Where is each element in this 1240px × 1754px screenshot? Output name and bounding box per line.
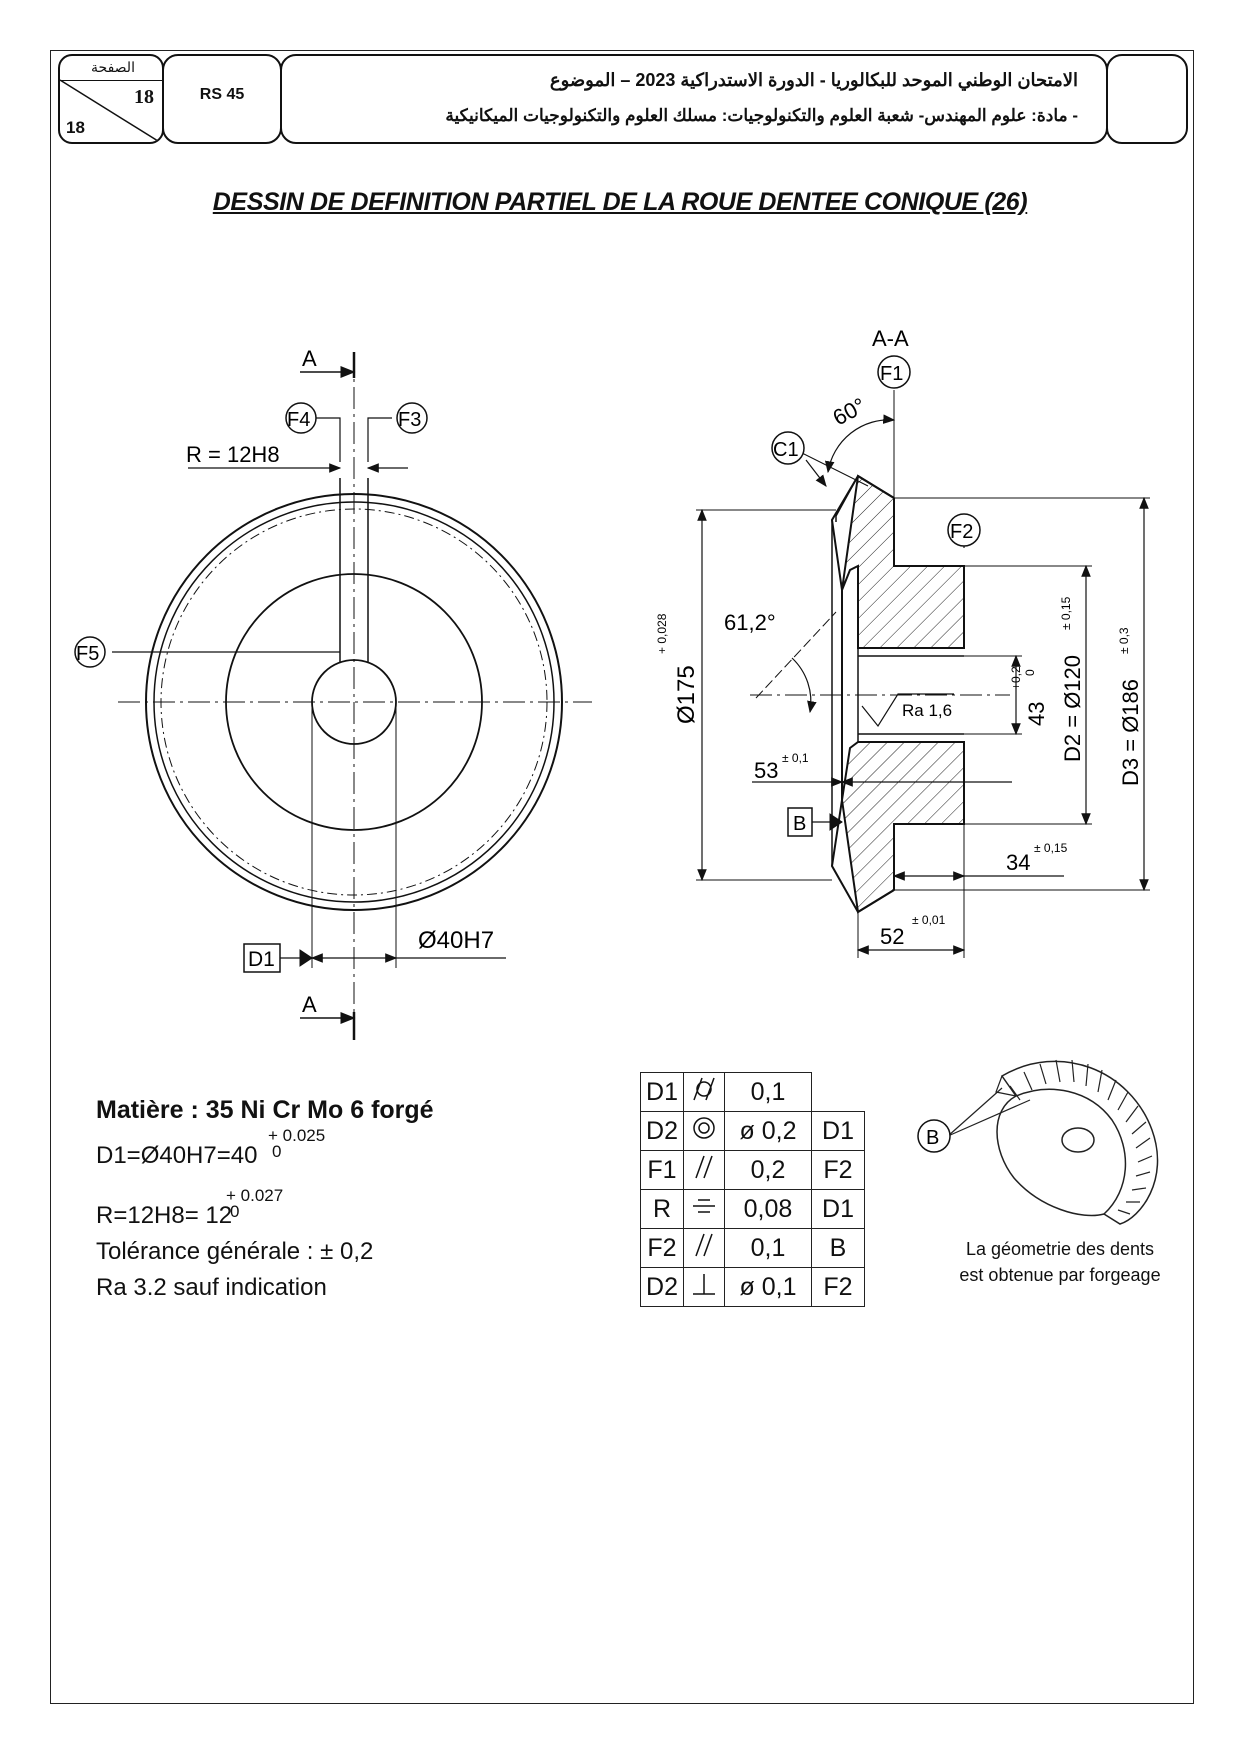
r-tolerance-note: R=12H8= 12 xyxy=(96,1202,233,1229)
dim-53-tolerance: ± 0,1 xyxy=(782,751,809,765)
d3-label: D3 = Ø186 xyxy=(1118,678,1143,786)
gdt-value: ø 0,2 xyxy=(725,1112,812,1151)
exam-title-line2: - مادة: علوم المهندس- شعبة العلوم والتكنولوجيات: مسلك العلوم والتكنولوجيات الميكانيكية xyxy=(445,106,1078,125)
parallelism-icon xyxy=(684,1229,725,1268)
section-title: A-A xyxy=(872,326,909,351)
dim-34-label: 34 xyxy=(1006,850,1031,875)
gdt-feature: D1 xyxy=(641,1073,684,1112)
gdt-feature: R xyxy=(641,1190,684,1229)
material-note: Matière : 35 Ni Cr Mo 6 forgé xyxy=(96,1096,434,1124)
caption-line1: La géometrie des dents xyxy=(965,1239,1155,1259)
d1-tolerance-note: D1=Ø40H7=40 xyxy=(96,1142,258,1169)
table-row xyxy=(641,1151,865,1190)
notes-block xyxy=(96,1092,434,1306)
gdt-ref: D1 xyxy=(812,1112,865,1151)
gdt-value: ø 0,1 xyxy=(725,1268,812,1307)
r-tolerance-low: 0 xyxy=(230,1202,240,1221)
chamfer-c1-label: C1 xyxy=(773,439,799,461)
dim-52-label: 52 xyxy=(880,924,905,949)
cylindricity-icon xyxy=(684,1073,725,1112)
page-label: الصفحة xyxy=(60,56,164,81)
gdt-value: 0,2 xyxy=(725,1151,812,1190)
gdt-ref: B xyxy=(812,1229,865,1268)
section-mark-bottom: A xyxy=(302,992,317,1017)
datum-b-label: B xyxy=(793,813,807,835)
surface-f2-label: F2 xyxy=(950,521,974,543)
d2-label: D2 = Ø120 xyxy=(1060,654,1085,762)
dim-52-tolerance: ± 0,01 xyxy=(912,913,946,927)
gdt-feature: D2 xyxy=(641,1112,684,1151)
dim-43-tolerance-low: 0 xyxy=(1023,669,1037,676)
page-number: 18 xyxy=(134,86,154,108)
exam-title-line1: الامتحان الوطني الموحد للبكالوريا - الدورة الاستدراكية 2023 – الموضوع xyxy=(549,70,1078,90)
roughness-label: Ra 1,6 xyxy=(902,701,953,720)
general-tolerance-note: Tolérance générale : ± 0,2 xyxy=(96,1238,374,1265)
front-view xyxy=(112,352,592,1040)
diameter-175-tolerance: + 0,028 xyxy=(655,613,669,654)
roughness-note: Ra 3.2 sauf indication xyxy=(96,1274,327,1301)
section-mark-top: A xyxy=(302,346,317,371)
gdt-value: 0,1 xyxy=(725,1073,812,1112)
illustration-b-label: B xyxy=(926,1127,940,1149)
surface-f1-label: F1 xyxy=(880,363,904,385)
gdt-ref: D1 xyxy=(812,1190,865,1229)
diameter-175-label: Ø175 xyxy=(673,665,700,724)
caption-line2: est obtenue par forgeage xyxy=(959,1265,1161,1285)
section-lower xyxy=(842,742,964,912)
radius-label: R = 12H8 xyxy=(186,442,280,467)
section-upper xyxy=(842,476,964,648)
drawing-title: DESSIN DE DEFINITION PARTIEL DE LA ROUE DENTEE CONIQUE (26) xyxy=(212,188,1028,216)
d3-tolerance: ± 0,3 xyxy=(1117,627,1131,654)
page-total: 18 xyxy=(66,118,85,137)
perpendicularity-icon xyxy=(684,1268,725,1307)
table-row xyxy=(641,1229,865,1268)
table-row xyxy=(641,1268,865,1307)
gdt-ref: F2 xyxy=(812,1151,865,1190)
dim-53-label: 53 xyxy=(754,758,779,783)
table-row xyxy=(641,1112,865,1151)
surface-f3-label: F3 xyxy=(398,409,422,431)
angle-61-label: 61,2° xyxy=(724,610,776,635)
surface-f4-label: F4 xyxy=(287,409,311,431)
gdt-value: 0,08 xyxy=(725,1190,812,1229)
table-row xyxy=(641,1190,865,1229)
gdt-ref xyxy=(812,1073,865,1112)
bevel-gear-illustration xyxy=(948,1060,1158,1224)
dim-43-tolerance-up: +0,2 xyxy=(1009,666,1023,690)
gdt-value: 0,1 xyxy=(725,1229,812,1268)
gdt-feature: D2 xyxy=(641,1268,684,1307)
gdt-ref: F2 xyxy=(812,1268,865,1307)
bore-diameter-label: Ø40H7 xyxy=(418,927,495,954)
d2-tolerance: ± 0,15 xyxy=(1059,596,1073,630)
gdt-feature: F2 xyxy=(641,1229,684,1268)
table-row xyxy=(641,1073,865,1112)
gdt-feature: F1 xyxy=(641,1151,684,1190)
gdt-table xyxy=(640,1072,865,1307)
surface-f5-label: F5 xyxy=(76,643,100,665)
dim-43-label: 43 xyxy=(1024,701,1049,726)
concentricity-icon xyxy=(684,1112,725,1151)
illustration-caption xyxy=(910,1236,1210,1288)
angle-60-label: 60° xyxy=(828,392,870,431)
d1-tolerance-low: 0 xyxy=(272,1142,282,1161)
parallelism-icon xyxy=(684,1151,725,1190)
r-tolerance-up: + 0.027 xyxy=(226,1186,284,1205)
exam-code: RS 45 xyxy=(199,86,245,103)
datum-d1-label: D1 xyxy=(248,948,275,971)
symmetry-icon xyxy=(684,1190,725,1229)
dim-34-tolerance: ± 0,15 xyxy=(1034,841,1068,855)
d1-tolerance-up: + 0.025 xyxy=(268,1126,326,1145)
